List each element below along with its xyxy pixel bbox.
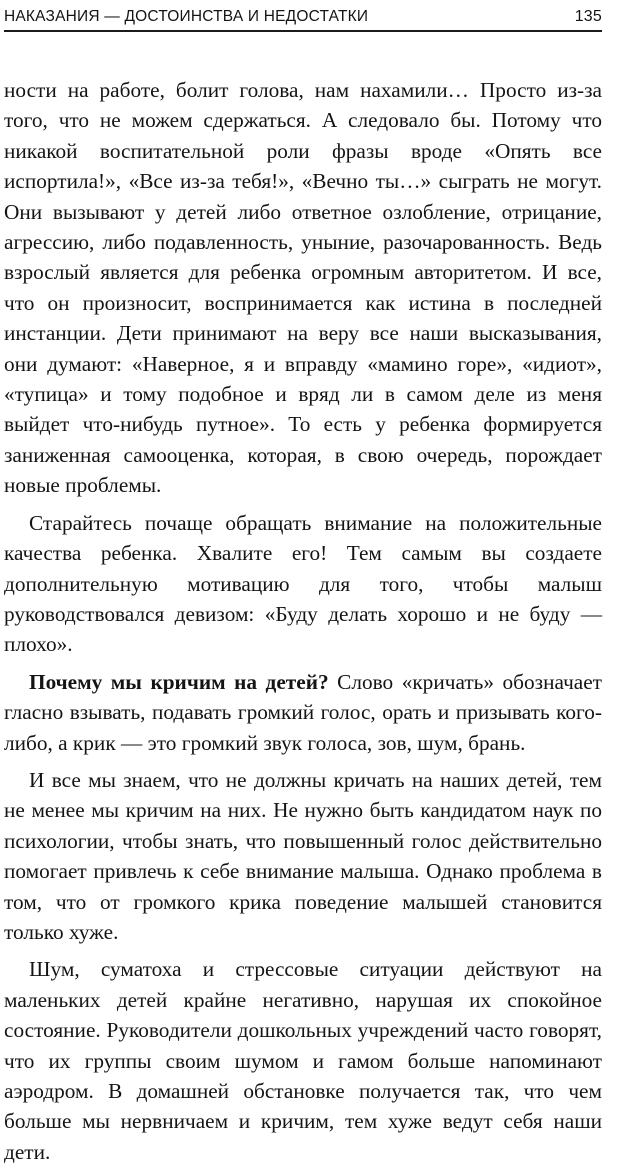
paragraph-2: Старайтесь почаще обращать внимание на положительные качества ребенка. Хвалите его! Тем самым вы создаете дополнительную мотивацию для того, чтобы малыш руководствовался девизом: «Буду делать хорошо и не буду — плохо».	[4, 510, 602, 657]
paragraph-1: ности на работе, болит голова, нам нахамили… Просто из-за того, что не можем сдержаться. А следовало бы. Потому что никакой воспитательной роли фразы вроде «Опять все испортила!», «Все из-за тебя!», «Вечно ты…» сыграть не могут. Они вызывают у детей либо ответное озлобление, отрицание, агрессию, либо подавленность, уныние, разочарованность. Ведь взрослый является для ребенка огромным авторитетом. И все, что он произносит, воспринимается как истина в последней инстанции. Дети принимают на веру все наши высказывания, они думают: «Наверное, я и вправду «мамино горе», «идиот», «тупица» и тому подобное и вряд ли в самом деле из меня выйдет что-нибудь путное». То есть у ребенка формируется заниженная самооценка, которая, в свою очередь, порождает новые проблемы.	[4, 78, 602, 498]
paragraph-4: И все мы знаем, что не должны кричать на наших детей, тем не менее мы кричим на них. Не нужно быть кандидатом наук по психологии, чтобы знать, что повышенный голос действительно помогает привлечь к себе внимание малыша. Однако проблема в том, что от громкого крика поведение малышей становится только хуже.	[4, 767, 602, 944]
running-header	[4, 4, 602, 32]
running-title: НАКАЗАНИЯ — ДОСТОИНСТВА И НЕДОСТАТКИ	[4, 8, 369, 25]
paragraph-5: Шум, суматоха и стрессовые ситуации действуют на маленьких детей крайне негативно, нарушая их спокойное состояние. Руководители дошкольных учреждений часто говорят, что их группы своим шумом и гамом больше напоминают аэродром. В домашней обстановке получается так, что чем больше мы нервничаем и кричим, тем хуже ведут себя наши дети.	[4, 957, 602, 1164]
paragraph-3-text: Слово «кричать» обозначает гласно взывать, подавать громкий голос, орать и призывать кого-либо, а крик — это громкий звук голоса, зов, шум, брань.	[4, 669, 602, 755]
paragraph-3	[4, 667, 602, 758]
body-text	[4, 75, 602, 1174]
page-number: 135	[574, 8, 602, 25]
question-heading: Почему мы кричим на детей?	[29, 669, 329, 694]
